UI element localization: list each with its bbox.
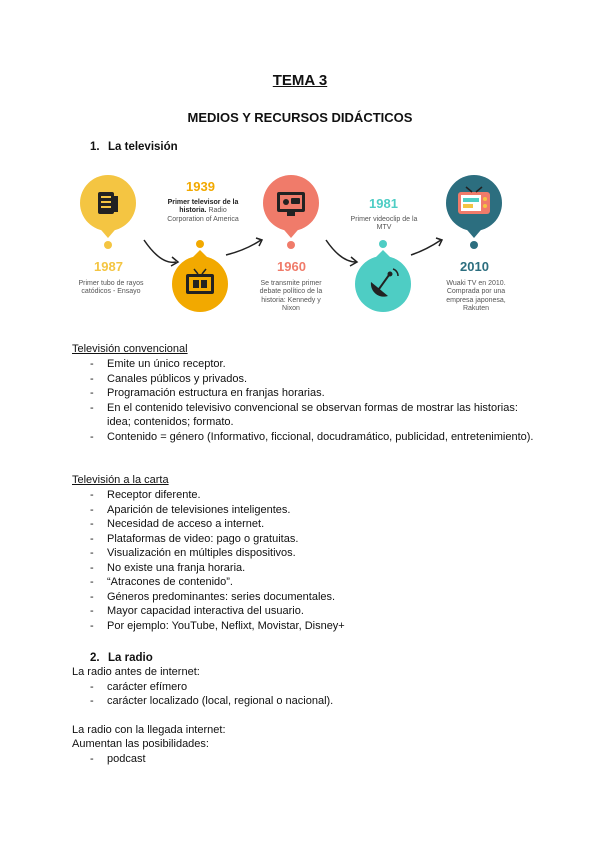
timeline-node-1960 bbox=[263, 175, 319, 249]
list-item: - Mayor capacidad interactiva del usuario. bbox=[72, 604, 542, 619]
list-item: - Contenido = género (Informativo, ficcional, docudramático, publicidad, entretenimiento). bbox=[72, 430, 542, 445]
caption-1960: Se transmite primer debate político de la historia: Kennedy y Nixon bbox=[259, 280, 323, 312]
list-item: - Receptor diferente. bbox=[72, 488, 542, 503]
conventional-tv-heading: Televisión convencional bbox=[72, 343, 188, 355]
year-1987: 1987 bbox=[94, 259, 123, 274]
timeline-node-1987 bbox=[80, 175, 136, 249]
list-item: - Necesidad de acceso a internet. bbox=[72, 517, 542, 532]
caption-1939: Primer televisor de la historia. Radio Corporation of America bbox=[167, 199, 239, 223]
section-heading-television: 1. La televisión bbox=[90, 141, 178, 153]
year-1939: 1939 bbox=[186, 179, 215, 194]
radio-before-text: La radio antes de internet: bbox=[72, 666, 200, 678]
list-item: - Canales públicos y privados. bbox=[72, 372, 542, 387]
year-2010: 2010 bbox=[460, 259, 489, 274]
on-demand-tv-heading: Televisión a la carta bbox=[72, 474, 169, 486]
page-title: TEMA 3 bbox=[272, 72, 328, 89]
radio-before-list bbox=[72, 680, 542, 709]
conventional-tv-block bbox=[72, 343, 542, 444]
list-item: - podcast bbox=[72, 752, 542, 767]
list-item: - Aparición de televisiones inteligentes. bbox=[72, 503, 542, 518]
caption-2010: Wuaki TV en 2010. Comprada por una empresa japonesa, Rakuten bbox=[446, 280, 506, 312]
caption-1987: Primer tubo de rayos catódicos - Ensayo bbox=[78, 280, 144, 296]
timeline-node-1939 bbox=[172, 240, 228, 312]
list-item: - Géneros predominantes: series documentales. bbox=[72, 590, 542, 605]
year-1981: 1981 bbox=[369, 196, 398, 211]
timeline-graphics bbox=[76, 170, 526, 345]
timeline-node-2010 bbox=[446, 175, 502, 249]
section-heading-radio: 2. La radio bbox=[90, 652, 153, 664]
list-item: - Plataformas de video: pago o gratuitas. bbox=[72, 532, 542, 547]
list-item: - carácter efímero bbox=[72, 680, 542, 695]
on-demand-tv-block bbox=[72, 474, 542, 633]
radio-after-text: La radio con la llegada internet: bbox=[72, 723, 226, 736]
year-1960: 1960 bbox=[277, 259, 306, 274]
caption-1981: Primer videoclip de la MTV bbox=[350, 216, 418, 232]
page-subtitle: MEDIOS Y RECURSOS DIDÁCTICOS bbox=[187, 110, 413, 125]
timeline-node-1981 bbox=[355, 240, 411, 312]
list-item: - carácter localizado (local, regional o nacional). bbox=[72, 694, 542, 709]
list-item: - No existe una franja horaria. bbox=[72, 561, 542, 576]
television-timeline bbox=[76, 170, 526, 345]
radio-block bbox=[72, 665, 542, 766]
timeline-arrow bbox=[144, 240, 176, 262]
radio-after-list bbox=[72, 752, 542, 767]
list-item: - En el contenido televisivo convencional se observan formas de mostrar las historias: idea; contenidos; formato. bbox=[72, 401, 542, 430]
conventional-tv-list bbox=[72, 357, 542, 444]
list-item: - Programación estructura en franjas horarias. bbox=[72, 386, 542, 401]
radio-after-text-2: Aumentan las posibilidades: bbox=[72, 738, 209, 750]
list-item: - Por ejemplo: YouTube, Neflixt, Movistar, Disney+ bbox=[72, 619, 542, 634]
list-item: - Visualización en múltiples dispositivos. bbox=[72, 546, 542, 561]
list-item: - Emite un único receptor. bbox=[72, 357, 542, 372]
list-item: - “Atracones de contenido”. bbox=[72, 575, 542, 590]
on-demand-tv-list bbox=[72, 488, 542, 633]
